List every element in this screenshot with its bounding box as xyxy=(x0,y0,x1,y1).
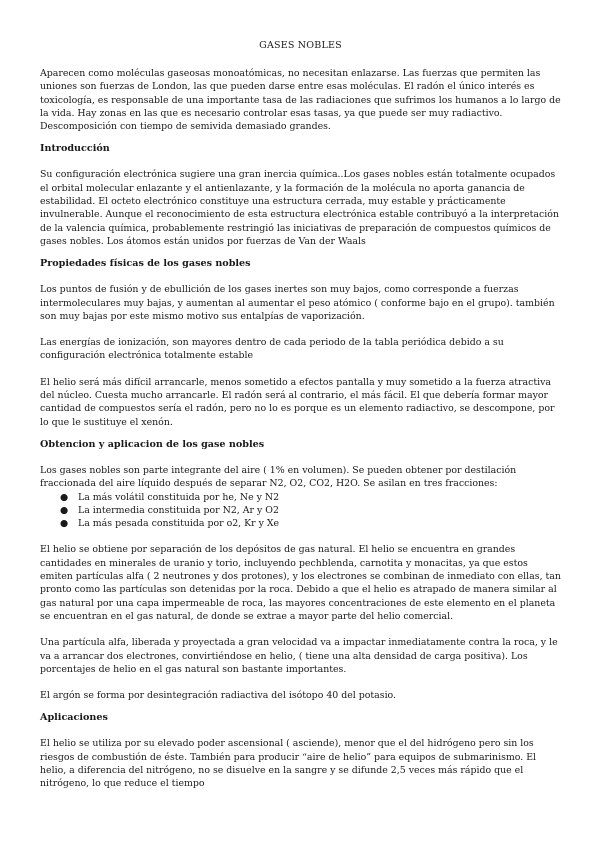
propiedades-paragraph-3: El helio será más difícil arrancarle, menos sometido a efectos pantalla y muy sometido a la fuerza atractiva del núcleo. Cuesta mucho arrancarle. El radón será al contrario, el más fácil. El que debería formar mayor cantidad de compuestos sería el radón, pero no lo es porque es un elemento radiactivo, se descompone, por lo que le sustituye el xenón. xyxy=(40,376,555,428)
aplicaciones-paragraph-1: El helio se utiliza por su elevado poder ascensional ( asciende), menor que el del hidrógeno pero sin los riesgos de combustión de éste. También para producir “aire de helio” para equipos de submarinismo. El helio, a diferencia del nitrógeno, no se disuelve en la sangre y se difunde 2,5 veces más rápido que el nitrógeno, lo que reduce el tiempo xyxy=(40,738,537,790)
heading-introduccion: Introducción xyxy=(40,143,110,155)
bullet-icon: ● xyxy=(60,504,69,516)
propiedades-paragraph-1: Los puntos de fusión y de ebullición de los gases inertes son muy bajos, como corresponde a fuerzas intermoleculares muy bajas, y aumentan al aumentar el peso atómico ( conforme bajo en el grupo). también son muy bajas por este mismo motivo sus entalpías de vaporización. xyxy=(40,284,555,322)
intro-paragraph: Aparecen como moléculas gaseosas monoatómicas, no necesitan enlazarse. Las fuerzas que permiten las uniones son fuerzas de London, las que pueden darse entre esas moléculas. El radón el único interés es toxicología, es responsable de una importante tasa de las radiaciones que sufrimos los humanos a lo largo de la vida. Hay zonas en las que es necesario controlar esas tasas, ya que puede ser muy radiactivo. Descomposición con tiempo de semivida demasiado grandes. xyxy=(40,68,561,133)
obtencion-paragraph-4: El argón se forma por desintegración radiactiva del isótopo 40 del potasio. xyxy=(40,690,397,702)
introduccion-paragraph: Su configuración electrónica sugiere una gran inercia química..Los gases nobles están totalmente ocupados el orbital molecular enlazante y el antienlazante, y la formación de la molécula no aporta ganancia de estabilidad. El octeto electrónico constituye una estructura cerrada, muy estable y prácticamente invulnerable. Aunque el reconocimiento de esta estructura electrónica estable contribuyó a la interpretación de la valencia química, probablemente restringió las iniciativas de preparación de compuestos químicos de gases nobles. Los átomos están unidos por fuerzas de Van der Waals xyxy=(40,169,559,247)
bullet-icon: ● xyxy=(60,491,69,503)
list-item-text: La más pesada constituida por o2, Kr y Xe xyxy=(78,518,280,530)
list-item xyxy=(60,517,561,530)
fractions-list xyxy=(40,491,561,531)
heading-propiedades: Propiedades físicas de los gases nobles xyxy=(40,258,251,270)
propiedades-paragraph-2: Las energías de ionización, son mayores dentro de cada periodo de la tabla periódica debido a su configuración electrónica totalmente estable xyxy=(40,337,504,362)
list-item-text: La más volátil constituida por he, Ne y N2 xyxy=(78,491,280,503)
list-item xyxy=(60,491,561,504)
list-item-text: La intermedia constituida por N2, Ar y O2 xyxy=(78,504,279,516)
obtencion-paragraph-3: Una partícula alfa, liberada y proyectada a gran velocidad va a impactar inmediatamente contra la roca, y le va a arrancar dos electrones, convirtiéndose en helio, ( tiene una alta densidad de carga positiva). Los porcentajes de helio en el gas natural son bastante importantes. xyxy=(40,637,558,675)
list-item xyxy=(60,504,561,517)
document-title: GASES NOBLES xyxy=(259,40,342,51)
bullet-icon: ● xyxy=(60,518,69,530)
heading-aplicaciones: Aplicaciones xyxy=(40,712,108,724)
obtencion-paragraph-1: Los gases nobles son parte integrante del aire ( 1% en volumen). Se pueden obtener por destilación fraccionada del aire líquido después de separar N2, O2, CO2, H2O. Se asilan en tres fracciones: xyxy=(40,464,517,490)
obtencion-paragraph-2: El helio se obtiene por separación de los depósitos de gas natural. El helio se encuentra en grandes cantidades en minerales de uranio y torio, incluyendo pechblenda, carnotita y monacitas, ya que estos emiten partículas alfa ( 2 neutrones y dos protones), y los electrones se combinan de inmediato con ellas, tan pronto como las partículas son detenidas por la roca. Debido a que el helio es atrapado de manera similar al gas natural por una capa impermeable de roca, las mayores concentraciones de este elemento en el planeta se encuentran en el gas natural, de donde se extrae a mayor parte del helio comercial. xyxy=(40,544,561,622)
heading-obtencion: Obtencion y aplicacion de los gase nobles xyxy=(40,438,265,450)
